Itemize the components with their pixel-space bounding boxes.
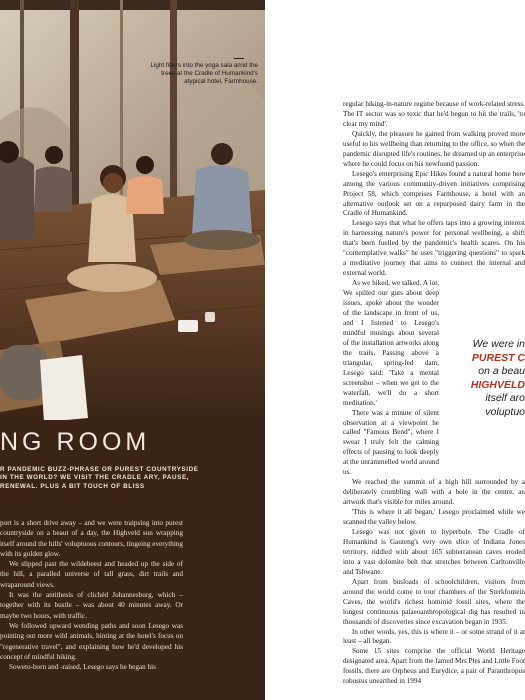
paragraph: Quickly, the pleasure he gained from walking proved more useful to his wellbeing than returning to the office, so when the pandemic disrupted life's routines, he dreamed up an enterprise where he could focus on his newfound passion. [343,129,525,168]
paragraph: Lesego says that what he offers taps into a growing interest in harnessing nature's power for personal wellbeing, a shift that's been fuelled by the pandemic's health scares. On his "contemplative walks" he uses "triggering questions" to spark a meditative journey that aims to connect the internal and external world. [343,219,525,278]
pull-quote-line: voluptuo [485,405,525,418]
pull-quote-line: We were in [472,338,525,350]
paragraph: There was a minute of silent observation at a viewpoint he called "Famous Bend", where I swear I truly felt the calming effects of pausing to look deeply at the unrammelled world around us. [343,408,439,477]
paragraph: Lesego's enterprising Epic Hikes found a natural home here among the various community-driven initiatives comprising Project 58, which comprises Farmhouse, a hotel with an alternative outlook set on a repurposed dairy farm in the Cradle of Humankind. [343,169,525,218]
pull-quote-accent: HIGHVELD [470,378,525,391]
caption-rule [234,58,244,59]
paragraph: It was the antithesis of clichéd Johannesburg, which – together with its bustle – was about 40 minutes away. Or maybe two hours, with traffic. [0,591,183,620]
paragraph: Soweto-born and -raised, Lesego says he began his [9,663,156,672]
paragraph: Lesego was not given to hyperbole. The Cradle of Humankind is Gauteng's very own slice of Indiana Jones territory, riddled with about 165 subterranean caves eroded into a vast dolomite belt that stretches between Carltonville and Tshwane. [343,527,525,576]
paragraph: Apart from busloads of schoolchildren, visitors from around the world come to tour chambers of the Sterkfontein Caves, the world's richest hominid fossil sites, where the longest continuous palaeoanthropological dig has resulted in thousands of discoveries since excavation began in 1935. [343,577,525,626]
right-page [265,0,525,700]
paragraph: We followed upward wending paths and soon Lesego was pointing out more wild animals, hinting at the hotel's focus on "regenerative travel", and explaining how he'd developed his concept of mindful hiking. [0,621,183,661]
paragraph: port is a short drive away – and we were traipsing into purest countryside on a beaut of a day, the Highveld sun wrapping itself around the hills' voluptuous contours, tingeing everything with its golden glow. [0,519,183,558]
paragraph: We reached the summit of a high hill surrounded by a deliberately crumbling wall with a hole in the centre, an artwork that's visible for miles around. [343,478,525,507]
feature-headline: NG ROOM [0,428,151,456]
pull-quote [465,338,525,419]
paragraph: In other words, yes, this is where it – or some strand of it at least – all began. [343,627,525,646]
paragraph: As we hiked, we talked. A lot. We spilled our guts about deep issues, spoke about the wonder of the landscape in front of us, and I listened to Lesego's mindful musings about several of the installation artworks along the trails. Passing above a triangular, spring-fed dam, Lesego said: 'Take a mental screenshot – when we get to the waterfall, we'll do a short meditation.' [343,279,439,407]
paragraph: 'This is where it all began,' Lesego proclaimed while we scanned the valley below. [343,508,525,527]
paragraph: regular hiking-in-nature regime because of work-related stress. The IT sector was so toxic that he'd begun to hit the trails, 'to clear my mind'. [343,100,525,128]
left-body-text [0,518,183,672]
paragraph: We slipped past the wildebeest and headed up the side of the hill, a paralled universe of tall grass, dirt trails and wraparound views. [0,560,183,589]
pull-quote-accent: PUREST C [471,351,525,364]
feature-deck: R PANDEMIC BUZZ-PHRASE OR PUREST COUNTRYSIDE IN THE WORLD? WE VISIT THE CRADLE ARY, PAUSE, RENEWAL. PLUS A BIT TOUCH OF BLISS [0,466,199,490]
photo-caption: Light filters into the yoga sala amid the trees at the Cradle of Humankind's atypical hotel, Farmhouse. [150,62,258,86]
paragraph: Some 15 sites comprise the official World Heritage designated area. Apart from the famed Mrs Ples and Little Foot fossils, there are Orpheus and Eurydice, a pair of Paranthropus robustus unearthed in 1994 [343,647,525,686]
pull-quote-line: itself aro [485,392,525,404]
pull-quote-line: on a beau [478,365,525,377]
